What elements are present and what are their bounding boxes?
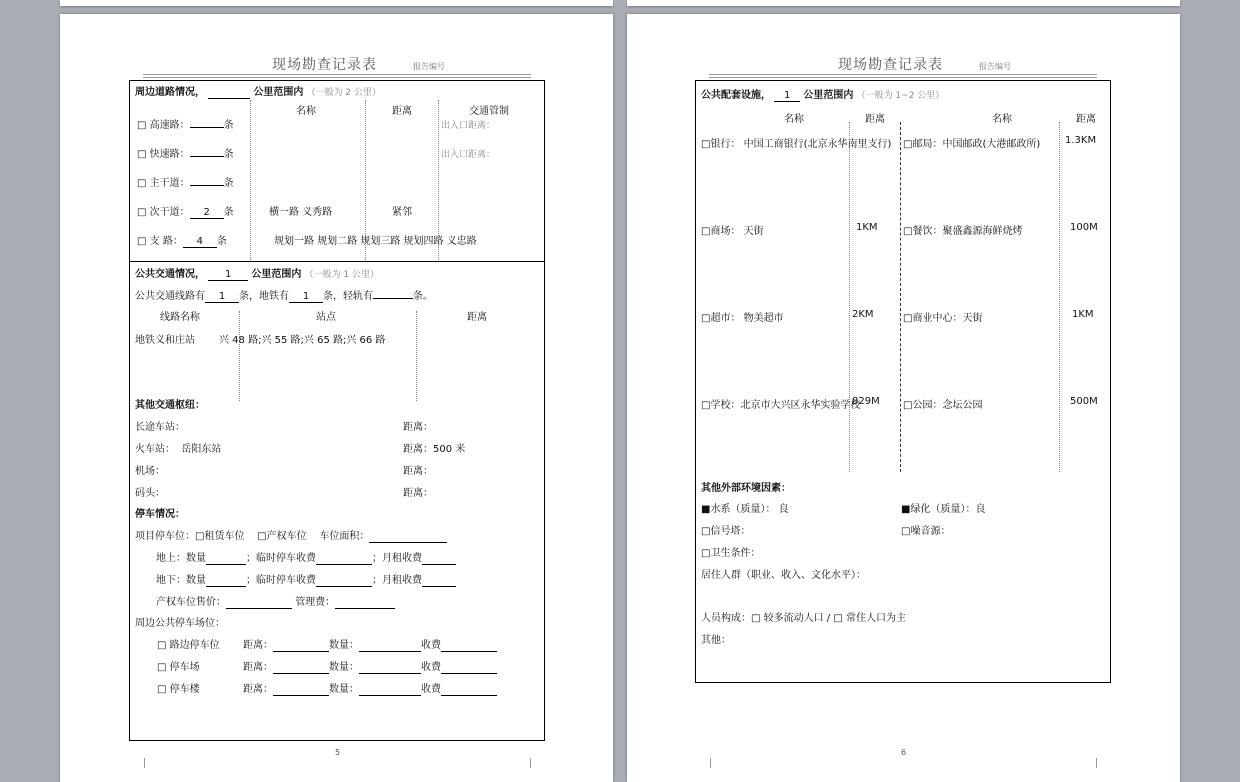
road-row-highway[interactable]: □ 高速路： 条 bbox=[137, 120, 234, 131]
document-page-right bbox=[627, 14, 1180, 782]
facility-school-distance: 829M bbox=[852, 396, 880, 407]
header-rule bbox=[143, 74, 531, 75]
document-page-left bbox=[60, 14, 613, 782]
col-distance: 距离 bbox=[392, 106, 412, 117]
hub-airport: 机场： bbox=[135, 466, 165, 477]
public-parking-fields-3: 距离： 数量： 收费 bbox=[243, 680, 497, 696]
road-row-expressway[interactable]: □ 快速路： 条 bbox=[137, 149, 234, 160]
col-transit-distance: 距离 bbox=[467, 312, 487, 323]
water-quality: ■水系（质量）： 良 bbox=[701, 504, 789, 515]
previous-page-bottom-left bbox=[60, 0, 613, 6]
hub-train-station: 火车站： 岳阳东站 bbox=[135, 444, 222, 455]
roads-heading: 周边道路情况， 公里范围内 （一般为 2 公里） bbox=[135, 87, 382, 98]
facility-post-office: □邮局：中国邮政(大港邮政所) bbox=[903, 139, 1041, 150]
project-parking-row: 项目停车位：□租赁车位 □产权车位 车位面积： bbox=[135, 527, 447, 543]
road-row-branch[interactable]: □ 支 路： 4 条 bbox=[137, 236, 227, 247]
hub-pier: 码头： bbox=[135, 488, 165, 499]
public-parking-fields-1: 距离： 数量： 收费 bbox=[243, 636, 497, 652]
facility-post-distance: 1.3KM bbox=[1065, 135, 1097, 146]
public-parking-garage[interactable]: □ 停车楼 bbox=[157, 684, 200, 695]
footer-corner-mark-right bbox=[1096, 758, 1097, 768]
hub-airport-distance: 距离： bbox=[403, 466, 433, 477]
road-row-arterial[interactable]: □ 主干道： 条 bbox=[137, 178, 234, 189]
public-parking-heading: 周边公共停车场位： bbox=[135, 618, 225, 629]
facility-col-divider-1 bbox=[849, 122, 850, 472]
facility-center-divider bbox=[900, 122, 901, 472]
secondary-road-distance: 紧邻 bbox=[392, 207, 412, 218]
previous-page-bottom-right bbox=[627, 0, 1180, 6]
underground-parking-row: 地下：数量 ；临时停车收费 ；月租收费 bbox=[156, 571, 456, 587]
property-option[interactable]: □产权车位 bbox=[257, 531, 307, 542]
transit-heading: 公共交通情况， 1 公里范围内 （一般为 1 公里） bbox=[135, 269, 380, 280]
col-line-name: 线路名称 bbox=[160, 312, 200, 323]
page-header-title: 现场勘查记录表 bbox=[272, 57, 377, 73]
roads-col-divider-1 bbox=[250, 100, 251, 260]
page-number: 5 bbox=[335, 748, 341, 757]
footer-corner-mark-right bbox=[530, 758, 531, 768]
road-row-secondary[interactable]: □ 次干道： 2 条 bbox=[137, 207, 234, 218]
parking-sale-row: 产权车位售价： 管理费： bbox=[156, 593, 395, 609]
rent-option[interactable]: □租赁车位 bbox=[195, 531, 245, 542]
header-rule-2 bbox=[709, 77, 1097, 78]
ground-parking-row: 地上：数量 ；临时停车收费 ；月租收费 bbox=[156, 549, 456, 565]
col-name-2: 名称 bbox=[992, 114, 1012, 125]
public-parking-fields-2: 距离： 数量： 收费 bbox=[243, 658, 497, 674]
secondary-road-names: 横一路 义秀路 bbox=[269, 207, 333, 218]
report-number-label: 报告编号 bbox=[979, 62, 1011, 71]
transit-col-divider-2 bbox=[416, 311, 417, 401]
col-distance-1: 距离 bbox=[865, 114, 885, 125]
facility-supermarket: □超市： 物美超市 bbox=[701, 313, 784, 324]
section-divider bbox=[129, 261, 544, 262]
col-distance-2: 距离 bbox=[1076, 114, 1096, 125]
form-table bbox=[695, 80, 1111, 683]
facility-dining-distance: 100M bbox=[1070, 222, 1098, 233]
col-station: 站点 bbox=[316, 312, 336, 323]
public-parking-lot[interactable]: □ 停车场 bbox=[157, 662, 200, 673]
highway-exit-distance: 出入口距离： bbox=[441, 121, 496, 131]
hub-train-distance: 距离：500 米 bbox=[403, 444, 466, 455]
header-rule bbox=[709, 74, 1097, 75]
greenery-quality: ■绿化（质量）：良 bbox=[901, 504, 986, 515]
transit-line-name: 地铁义和庄站 bbox=[135, 335, 195, 346]
hub-bus-station: 长途车站： bbox=[135, 422, 185, 433]
parking-heading: 停车情况： bbox=[135, 509, 185, 520]
environment-heading: 其他外部环境因素： bbox=[701, 483, 791, 494]
noise-source[interactable]: □噪音源： bbox=[901, 526, 951, 537]
page-header-title: 现场勘查记录表 bbox=[838, 57, 943, 73]
resident-profile: 居住人群（职业、收入、文化水平）： bbox=[701, 570, 866, 581]
header-rule-2 bbox=[143, 77, 531, 78]
footer-corner-mark-left bbox=[144, 758, 145, 768]
transit-stations: 兴 48 路;兴 55 路;兴 65 路;兴 66 路 bbox=[219, 335, 386, 346]
facilities-heading: 公共配套设施， 1 公里范围内 （一般为 1~2 公里） bbox=[701, 90, 945, 101]
footer-corner-mark-left bbox=[710, 758, 711, 768]
col-traffic-control: 交通管制 bbox=[469, 106, 509, 117]
hub-pier-distance: 距离： bbox=[403, 488, 433, 499]
report-number-label: 报告编号 bbox=[413, 62, 445, 71]
facility-park: □公园：念坛公园 bbox=[903, 400, 983, 411]
facility-commercial-center: □商业中心：天街 bbox=[903, 313, 983, 324]
transit-col-divider-1 bbox=[239, 311, 240, 401]
facility-col-divider-2 bbox=[1059, 122, 1060, 472]
public-parking-roadside[interactable]: □ 路边停车位 bbox=[157, 640, 220, 651]
branch-road-names: 规划一路 规划二路 规划三路 规划四路 义忠路 bbox=[274, 236, 477, 247]
col-name-1: 名称 bbox=[784, 114, 804, 125]
population-composition[interactable]: 人员构成：□ 较多流动人口 / □ 常住人口为主 bbox=[701, 613, 906, 624]
facility-commercial-distance: 1KM bbox=[1072, 309, 1094, 320]
col-name: 名称 bbox=[296, 106, 316, 117]
other-factors: 其他： bbox=[701, 635, 731, 646]
page-number: 6 bbox=[901, 748, 907, 757]
facility-supermarket-distance: 2KM bbox=[852, 309, 874, 320]
hubs-heading: 其他交通枢纽： bbox=[135, 400, 205, 411]
signal-tower[interactable]: □信号塔： bbox=[701, 526, 751, 537]
facility-mall-distance: 1KM bbox=[856, 222, 878, 233]
expressway-exit-distance: 出入口距离： bbox=[441, 150, 496, 160]
facility-mall: □商场： 天街 bbox=[701, 226, 764, 237]
transit-summary: 公共交通线路有 1 条，地铁有 1 条，轻轨有 条。 bbox=[135, 291, 433, 302]
facility-dining: □餐饮：聚盛鑫源海鲜烧烤 bbox=[903, 226, 1023, 237]
hub-bus-distance: 距离： bbox=[403, 422, 433, 433]
sanitation-condition[interactable]: □卫生条件： bbox=[701, 548, 761, 559]
facility-school: □学校：北京市大兴区永华实验学校 bbox=[701, 400, 861, 411]
facility-bank: □银行： 中国工商银行(北京永华南里支行) bbox=[701, 139, 892, 150]
facility-park-distance: 500M bbox=[1070, 396, 1098, 407]
